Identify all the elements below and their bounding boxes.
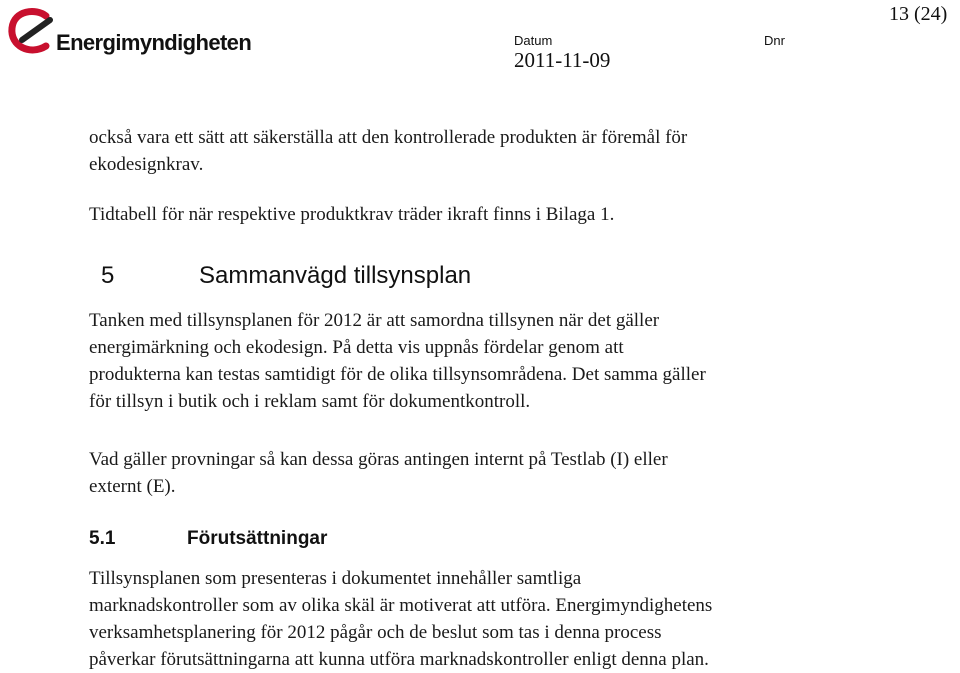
intro-line: också vara ett sätt att säkerställa att den kontrollerade produkten är föremål för <box>89 127 688 148</box>
tidtabell-paragraph: Tidtabell för när respektive produktkrav träder ikraft finns i Bilaga 1. <box>89 204 615 225</box>
paragraph-line: påverkar förutsättningarna att kunna utföra marknadskontroller enligt denna plan. <box>89 649 709 670</box>
datum-label: Datum <box>514 33 553 48</box>
paragraph-line: Tanken med tillsynsplanen för 2012 är att samordna tillsynen när det gäller <box>89 310 660 331</box>
paragraph-line: energimärkning och ekodesign. På detta vis uppnås fördelar genom att <box>89 337 624 358</box>
paragraph-line: Tillsynsplanen som presenteras i dokumentet innehåller samtliga <box>89 568 582 589</box>
section-5-1-number: 5.1 <box>89 528 116 549</box>
paragraph-line: externt (E). <box>89 476 176 497</box>
dnr-label: Dnr <box>764 33 785 48</box>
logo-text: Energimyndigheten <box>56 30 252 55</box>
paragraph-line: för tillsyn i butik och i reklam samt för dokumentkontroll. <box>89 391 531 412</box>
paragraph-line: marknadskontroller som av olika skäl är motiverat att utföra. Energimyndighetens <box>89 595 713 616</box>
section-5-1-title: Förutsättningar <box>187 528 328 549</box>
intro-paragraph <box>89 124 687 178</box>
paragraph-line: produkterna kan testas samtidigt för de olika tillsynsområdena. Det samma gäller <box>89 364 706 385</box>
section-5-title: Sammanvägd tillsynsplan <box>199 262 472 289</box>
section-5-1-paragraph <box>89 565 712 673</box>
page-number: 13 (24) <box>889 3 948 25</box>
paragraph-line: verksamhetsplanering för 2012 pågår och de beslut som tas i denna process <box>89 622 662 643</box>
section-5-paragraph-1 <box>89 307 706 415</box>
paragraph-line: Vad gäller provningar så kan dessa göras antingen internt på Testlab (I) eller <box>89 449 668 470</box>
document-date: 2011-11-09 <box>514 48 611 72</box>
intro-line: ekodesignkrav. <box>89 154 204 175</box>
logo-swoosh-icon <box>6 6 62 60</box>
energimyndigheten-logo <box>6 6 252 60</box>
section-5-number: 5 <box>101 262 115 289</box>
section-5-paragraph-2 <box>89 446 668 500</box>
